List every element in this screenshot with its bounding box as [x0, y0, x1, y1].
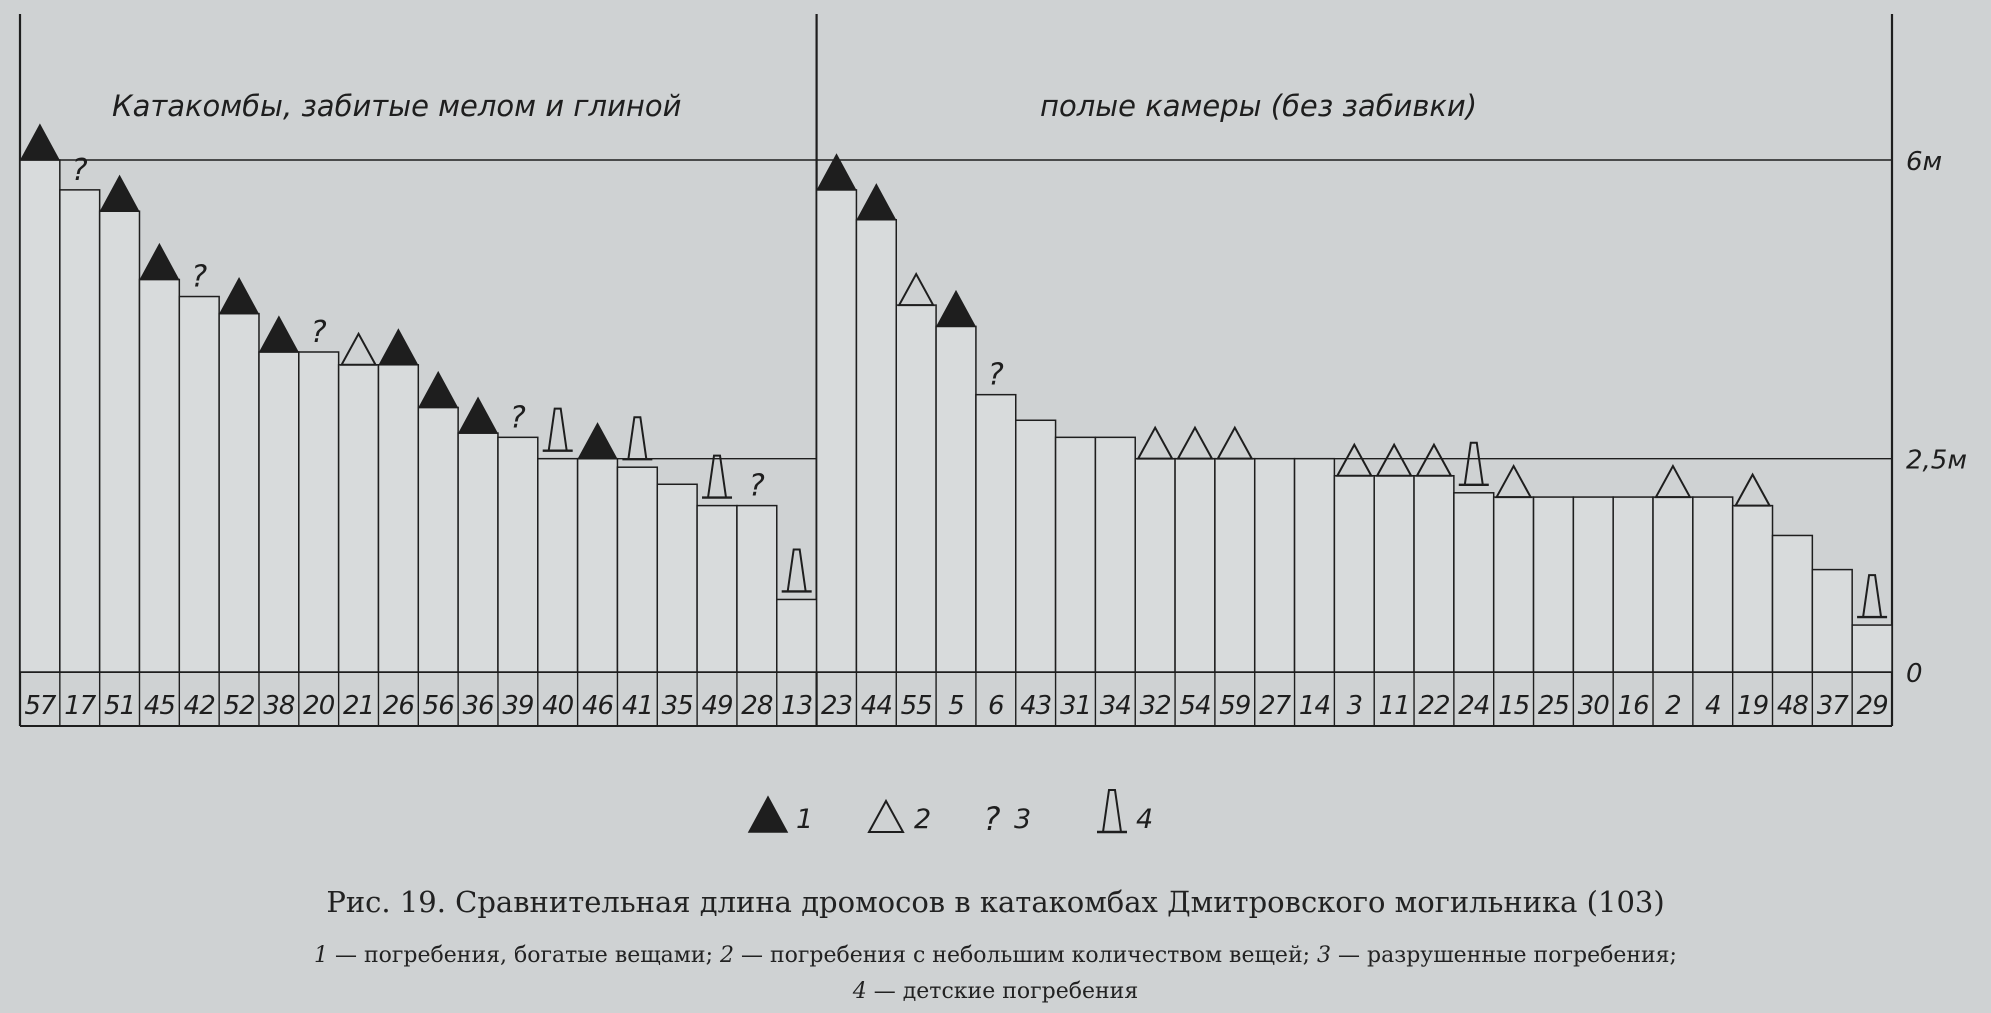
category-label: 36 — [462, 691, 494, 721]
legend-label: 4 — [1136, 804, 1154, 835]
bar — [259, 352, 299, 672]
bar — [458, 433, 498, 672]
category-label: 41 — [621, 691, 653, 721]
marker-modest-burial — [1178, 428, 1212, 459]
bar — [179, 297, 219, 672]
category-label: 21 — [343, 691, 375, 721]
bar — [1852, 625, 1892, 672]
marker-destroyed-burial: ? — [509, 400, 526, 436]
category-label: 48 — [1776, 691, 1808, 721]
caption-item-text: — разрушенные погребения; — [1331, 943, 1677, 968]
category-label: 11 — [1378, 691, 1410, 721]
marker-modest-burial — [899, 274, 933, 305]
category-label: 37 — [1816, 691, 1848, 721]
category-label: 32 — [1139, 691, 1171, 721]
category-label: 52 — [223, 691, 255, 721]
bar — [1056, 437, 1096, 672]
caption-item-number: 1 — [314, 943, 329, 968]
marker-modest-burial — [1417, 445, 1451, 476]
bar — [1773, 535, 1813, 672]
bar — [1334, 476, 1374, 672]
bar — [20, 160, 60, 672]
category-label: 59 — [1219, 691, 1251, 721]
bar — [418, 407, 458, 672]
bar — [1733, 506, 1773, 672]
bar — [299, 352, 339, 672]
marker-destroyed-burial: ? — [191, 259, 208, 295]
category-label: 51 — [104, 691, 136, 721]
marker-modest-burial — [1497, 466, 1531, 497]
marker-rich-burial — [101, 176, 139, 211]
figure-caption-title: Рис. 19. Сравнительная длина дромосов в катакомбах Дмитровского могильника (103) — [326, 885, 1665, 919]
group-title-chalk-filled: Катакомбы, забитые мелом и глиной — [112, 89, 682, 123]
marker-rich-burial — [140, 244, 178, 279]
bar — [777, 599, 817, 672]
category-label: 34 — [1099, 691, 1131, 721]
category-label: 35 — [661, 691, 693, 721]
bar — [1613, 497, 1653, 672]
legend-symbol-tall-triangle — [1103, 790, 1121, 832]
category-label: 57 — [24, 691, 56, 721]
marker-modest-burial — [1218, 428, 1252, 459]
bar — [1454, 493, 1494, 672]
category-label: 19 — [1737, 691, 1769, 721]
caption-item-number: 4 — [852, 979, 867, 1004]
bar — [896, 305, 936, 672]
category-label: 22 — [1418, 691, 1450, 721]
category-label: 55 — [900, 691, 932, 721]
bar — [578, 459, 618, 672]
category-label: 6 — [988, 691, 1004, 721]
marker-rich-burial — [379, 330, 417, 365]
bar — [1693, 497, 1733, 672]
bar — [339, 365, 379, 672]
category-label: 49 — [701, 691, 733, 721]
bar — [1414, 476, 1454, 672]
category-label: 38 — [263, 691, 295, 721]
bar — [1215, 459, 1255, 672]
category-label: 28 — [741, 691, 773, 721]
category-label: 42 — [183, 691, 215, 721]
category-label: 3 — [1346, 691, 1363, 721]
category-label: 26 — [382, 691, 414, 721]
marker-destroyed-burial: ? — [987, 357, 1004, 393]
caption-item-text: — погребения с небольшим количеством вещей; — [733, 943, 1318, 968]
marker-destroyed-burial: ? — [748, 468, 765, 504]
caption-item-number: 3 — [1317, 943, 1332, 968]
bar — [856, 220, 896, 672]
marker-child-burial — [708, 456, 726, 498]
bar — [1374, 476, 1414, 672]
legend-label: 3 — [1014, 804, 1032, 835]
category-label: 54 — [1179, 691, 1211, 721]
bar — [1534, 497, 1574, 672]
bar — [1095, 437, 1135, 672]
legend-symbol-question-mark: ? — [983, 800, 1001, 838]
bar — [1812, 570, 1852, 672]
bar — [617, 467, 657, 672]
legend-label: 1 — [796, 804, 814, 835]
marker-rich-burial — [579, 424, 617, 459]
bar — [1175, 459, 1215, 672]
marker-child-burial — [788, 549, 806, 591]
marker-modest-burial — [1656, 466, 1690, 497]
bar — [1016, 420, 1056, 672]
legend-symbol-filled-triangle — [749, 797, 787, 832]
chart-bars — [20, 160, 1892, 726]
bar — [538, 459, 578, 672]
caption-legend-line-1 — [0, 938, 1991, 974]
bar — [498, 437, 538, 672]
marker-destroyed-burial: ? — [310, 315, 327, 350]
category-label: 23 — [820, 691, 853, 721]
marker-destroyed-burial: ? — [71, 152, 88, 188]
caption-item-text: — детские погребения — [866, 979, 1139, 1004]
category-label: 31 — [1059, 691, 1092, 721]
bar — [139, 279, 179, 672]
category-label: 16 — [1617, 691, 1649, 721]
bar — [1573, 497, 1613, 672]
caption-item-text: — погребения, богатые вещами; — [328, 943, 720, 968]
category-label: 14 — [1298, 691, 1331, 721]
category-label: 46 — [581, 691, 614, 721]
marker-rich-burial — [220, 279, 258, 314]
figure-caption-legend — [0, 938, 1991, 1010]
bar — [657, 484, 697, 672]
category-label: 17 — [64, 691, 96, 721]
bar — [1135, 459, 1175, 672]
category-label: 30 — [1577, 691, 1609, 721]
legend-symbol-open-triangle — [869, 801, 903, 832]
marker-modest-burial — [1377, 445, 1411, 476]
bar — [219, 314, 259, 672]
marker-child-burial — [1863, 575, 1881, 617]
category-label: 40 — [542, 691, 574, 721]
y-tick-label: 0 — [1906, 659, 1923, 689]
bar — [1295, 459, 1335, 672]
bar — [817, 190, 857, 672]
marker-modest-burial — [1337, 445, 1371, 476]
category-label: 4 — [1704, 691, 1721, 721]
marker-modest-burial — [1736, 475, 1770, 506]
bar — [936, 326, 976, 672]
bar — [60, 190, 100, 672]
category-label: 29 — [1856, 691, 1888, 721]
chart-legend — [749, 790, 1153, 838]
marker-rich-burial — [21, 125, 59, 160]
category-label: 15 — [1498, 691, 1530, 721]
bar — [697, 506, 737, 672]
marker-rich-burial — [937, 291, 975, 326]
category-label: 39 — [502, 691, 534, 721]
category-label: 27 — [1259, 691, 1291, 721]
marker-rich-burial — [260, 317, 298, 352]
marker-modest-burial — [342, 334, 376, 365]
bar — [378, 365, 418, 672]
category-label: 13 — [781, 691, 813, 721]
category-label: 25 — [1537, 691, 1569, 721]
category-label: 5 — [948, 691, 964, 721]
marker-child-burial — [1465, 443, 1483, 485]
y-tick-label: 2,5м — [1906, 445, 1967, 476]
bar — [1255, 459, 1295, 672]
group-title-hollow-chambers: полые камеры (без забивки) — [1040, 89, 1478, 123]
legend-label: 2 — [914, 804, 932, 835]
marker-child-burial — [628, 417, 646, 459]
category-label: 24 — [1458, 691, 1490, 721]
bar — [1653, 497, 1693, 672]
marker-child-burial — [549, 409, 567, 451]
y-tick-label: 6м — [1906, 147, 1943, 177]
category-label: 43 — [1020, 691, 1052, 721]
category-label: 56 — [422, 691, 454, 721]
category-label: 20 — [303, 691, 335, 721]
category-label: 45 — [143, 691, 175, 721]
marker-rich-burial — [419, 372, 457, 407]
marker-rich-burial — [459, 398, 497, 433]
bar — [100, 211, 140, 672]
category-label: 2 — [1665, 691, 1681, 721]
bar — [737, 506, 777, 672]
category-label: 44 — [860, 691, 892, 721]
caption-legend-line-2 — [0, 974, 1991, 1010]
marker-rich-burial — [857, 185, 895, 220]
caption-item-number: 2 — [719, 943, 734, 968]
bar — [976, 395, 1016, 672]
bar — [1494, 497, 1534, 672]
marker-modest-burial — [1138, 428, 1172, 459]
